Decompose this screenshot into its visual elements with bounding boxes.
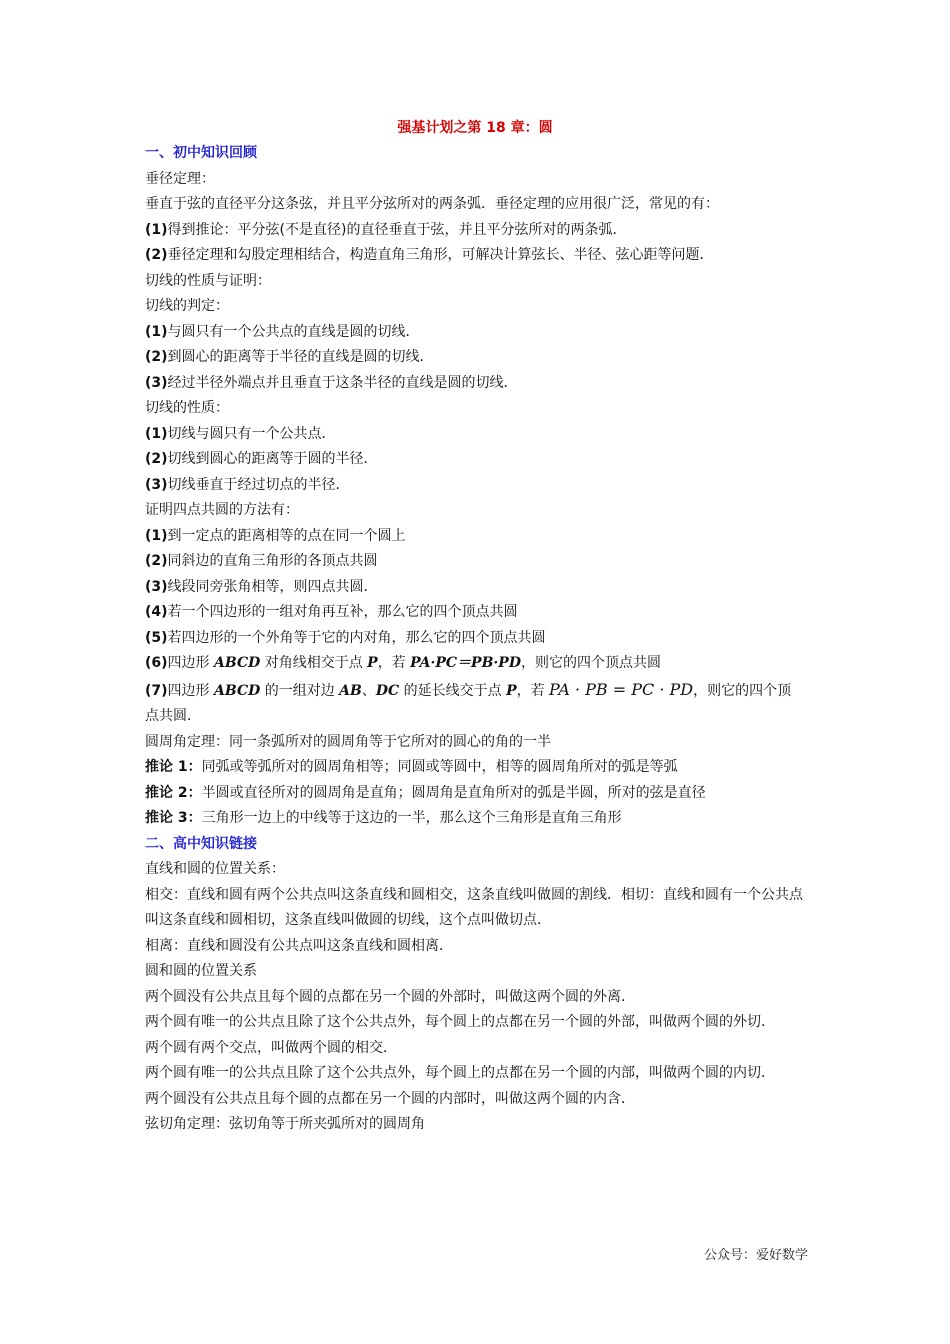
- item-text: 切线垂直于经过切点的半径．: [167, 476, 350, 493]
- item-text: 四边形: [167, 682, 214, 699]
- list-item: [145, 677, 805, 730]
- item-number: (5): [145, 629, 168, 646]
- corollary: [145, 806, 805, 832]
- text-paragraph: 两个圆有唯一的公共点且除了这个公共点外，每个圆上的点都在另一个圆的内部，叫做两个圆的内切．: [145, 1065, 775, 1081]
- item-number: (7): [145, 682, 168, 699]
- text-line: 两个圆没有公共点且每个圆的点都在另一个圆的外部时，叫做这两个圆的外离．: [145, 988, 635, 1005]
- item-number: (4): [145, 604, 168, 620]
- text-line: 相离：直线和圆没有公共点叫这条直线和圆相离．: [145, 937, 453, 954]
- corollary: [145, 755, 805, 781]
- text-paragraph: 相交：直线和圆有两个公共点叫这条直线和圆相交，这条直线叫做圆的割线．相切：直线和圆有一个公共点叫这条直线和圆相切，这条直线叫做圆的切线，这个点叫做切点．: [145, 886, 803, 928]
- list-item: [145, 447, 805, 473]
- item-number: (2): [145, 553, 168, 569]
- item-number: (3): [145, 578, 168, 595]
- item-text: 垂径定理和勾股定理相结合，构造直角三角形，可解决计算弦长、半径、弦心距等问题．: [167, 247, 714, 263]
- corollary-label: 推论 2：: [145, 784, 202, 801]
- section-heading-1: 一、初中知识回顾: [145, 145, 257, 161]
- item-text: 同弧或等弧所对的圆周角相等；同圆或等圆中，相等的圆周角所对的弧是等弧: [201, 759, 678, 775]
- list-item: [145, 371, 805, 397]
- list-item: [145, 345, 805, 371]
- item-text: 三角形一边上的中线等于这边的一半，那么这个三角形是直角三角形: [201, 810, 622, 826]
- text-line: 两个圆没有公共点且每个圆的点都在另一个圆的内部时，叫做这两个圆的内含．: [145, 1090, 635, 1107]
- text-line: 证明四点共圆的方法有：: [145, 502, 299, 518]
- list-item: [145, 600, 805, 626]
- corollary: [145, 781, 805, 807]
- item-text: 四边形: [167, 655, 214, 671]
- text-line: 弦切角定理：弦切角等于所夹弧所对的圆周角: [145, 1116, 425, 1132]
- list-item: [145, 651, 805, 677]
- corollary-label: 推论 1：: [145, 759, 202, 775]
- math-var: ABCD: [214, 655, 261, 671]
- text-line: 圆和圆的位置关系: [145, 963, 257, 979]
- item-text: ，则它的四个顶点共圆: [520, 655, 661, 671]
- item-text: ，若: [377, 655, 411, 671]
- item-number: (1): [145, 323, 168, 340]
- item-number: (6): [145, 655, 168, 671]
- item-text: ，若: [516, 682, 550, 699]
- item-number: (3): [145, 476, 168, 493]
- item-text: 的延长线交于点: [399, 682, 507, 699]
- item-text: 若一个四边形的一组对角再互补，那么它的四个顶点共圆: [167, 604, 518, 620]
- page-title: 强基计划之第 18 章：圆: [397, 120, 553, 136]
- item-text: 与圆只有一个公共点的直线是圆的切线．: [167, 323, 420, 340]
- math-expression: PA · PB = PC · PD: [549, 679, 694, 699]
- list-item: [145, 243, 805, 269]
- item-text: ，则它的四个顶点共圆．: [145, 682, 792, 724]
- text-line: 直线和圆的位置关系：: [145, 861, 285, 877]
- text-line: 切线的性质与证明：: [145, 272, 271, 289]
- item-text: 切线与圆只有一个公共点．: [167, 425, 336, 442]
- math-expression: PA·PC＝PB·PD: [410, 655, 521, 671]
- item-text: 对角线相交于点: [260, 655, 368, 671]
- item-text: 同斜边的直角三角形的各顶点共圆: [167, 553, 378, 569]
- item-text: 到圆心的距离等于半径的直线是圆的切线．: [167, 349, 434, 365]
- list-item: [145, 422, 805, 448]
- math-var: ABCD: [214, 682, 261, 699]
- item-number: (1): [145, 221, 168, 238]
- list-item: [145, 218, 805, 244]
- list-item: [145, 575, 805, 601]
- text-line: 切线的性质：: [145, 400, 229, 416]
- math-var: P: [367, 655, 378, 671]
- text-line: 圆周角定理：同一条弧所对的圆周角等于它所对的圆心的角的一半: [145, 733, 551, 750]
- item-text: 到一定点的距离相等的点在同一个圆上: [167, 527, 406, 544]
- item-text: 得到推论：平分弦(不是直径)的直径垂直于弦，并且平分弦所对的两条弧．: [167, 221, 627, 238]
- footer-note: 公众号：爱好数学: [703, 1248, 808, 1263]
- section-heading-2: 二、高中知识链接: [145, 835, 257, 852]
- item-text: 、: [361, 682, 376, 699]
- item-number: (2): [145, 247, 168, 263]
- text-paragraph: 垂直于弦的直径平分这条弦，并且平分弦所对的两条弧．垂径定理的应用很广泛，常见的有：: [145, 196, 719, 212]
- content-body: [145, 141, 805, 1138]
- item-text: 经过半径外端点并且垂直于这条半径的直线是圆的切线．: [167, 374, 518, 391]
- item-text: 线段同旁张角相等，则四点共圆．: [167, 578, 378, 595]
- list-item: [145, 524, 805, 550]
- item-text: 的一组对边: [260, 682, 340, 699]
- list-item: [145, 473, 805, 499]
- list-item: [145, 320, 805, 346]
- math-var: AB: [339, 682, 362, 699]
- math-var: P: [506, 682, 517, 699]
- item-text: 若四边形的一个外角等于它的内对角，那么它的四个顶点共圆: [167, 629, 546, 646]
- item-number: (2): [145, 451, 168, 467]
- list-item: [145, 626, 805, 652]
- item-number: (2): [145, 349, 168, 365]
- item-number: (3): [145, 374, 168, 391]
- item-number: (1): [145, 527, 168, 544]
- text-line: 垂径定理：: [145, 170, 215, 187]
- corollary-label: 推论 3：: [145, 810, 202, 826]
- item-text: 半圆或直径所对的圆周角是直角；圆周角是直角所对的弧是半圆，所对的弦是直径: [201, 784, 706, 801]
- list-item: [145, 549, 805, 575]
- text-paragraph: 两个圆有唯一的公共点且除了这个公共点外，每个圆上的点都在另一个圆的外部，叫做两个圆的外切．: [145, 1014, 775, 1030]
- text-line: 两个圆有两个交点，叫做两个圆的相交．: [145, 1039, 397, 1056]
- item-text: 切线到圆心的距离等于圆的半径．: [167, 451, 378, 467]
- math-var: DC: [375, 682, 400, 699]
- text-line: 切线的判定：: [145, 298, 229, 314]
- item-number: (1): [145, 425, 168, 442]
